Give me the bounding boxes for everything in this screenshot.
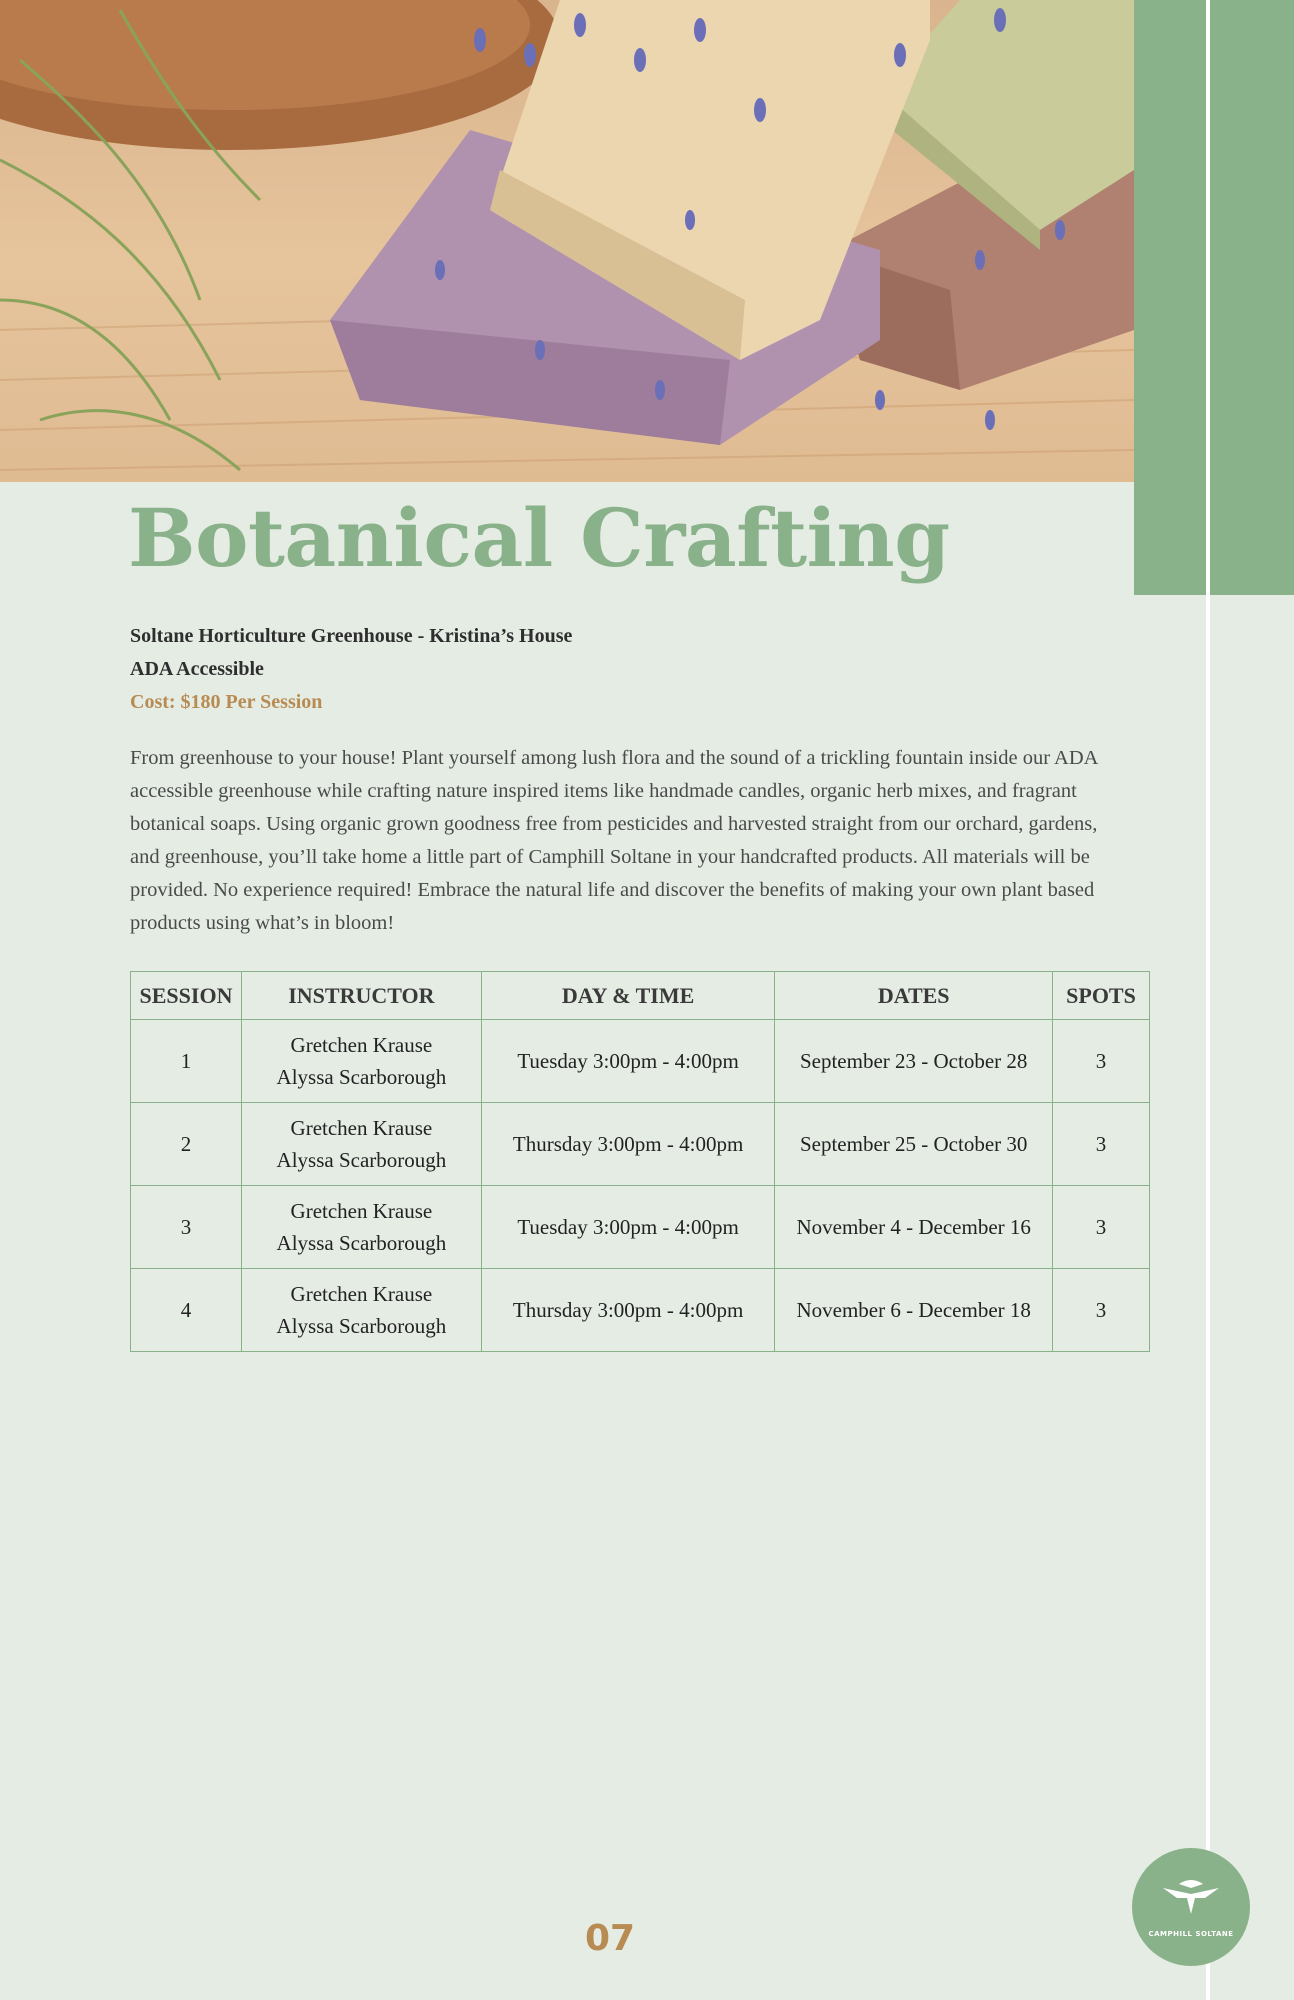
cell-spots: 3 [1053,1269,1150,1352]
table-header-row [131,972,1150,1020]
cell-session: 4 [131,1269,242,1352]
instructor-name: Gretchen Krause [290,1199,433,1223]
cell-session: 1 [131,1020,242,1103]
soap-illustration [0,0,1134,482]
header-day-time: DAY & TIME [481,972,775,1020]
header-dates: DATES [775,972,1053,1020]
session-table [130,971,1150,1352]
accessibility-text: ADA Accessible [130,658,264,680]
table-row [131,1186,1150,1269]
cell-day-time: Thursday 3:00pm - 4:00pm [481,1103,775,1186]
cell-dates: November 6 - December 18 [775,1269,1053,1352]
cost-text: Cost: $180 Per Session [130,691,323,713]
cell-session: 2 [131,1103,242,1186]
instructor-name: Alyssa Scarborough [276,1314,447,1338]
table-row [131,1103,1150,1186]
camphill-soltane-logo [1132,1848,1250,1966]
description-paragraph: From greenhouse to your house! Plant yourself among lush flora and the sound of a trickling fountain inside our ADA accessible greenhouse while crafting nature inspired items like handmade candles, organic herb mixes, and fragrant botanical soaps. Using organic grown goodness free from pesticides and harvested straight from our orchard, gardens, and greenhouse, you’ll take home a little part of Camphill Soltane in your handcrafted products. All materials will be provided. No experience required! Embrace the natural life and discover the benefits of making your own plant based products using what’s in bloom! [130,747,1098,934]
header-session: SESSION [131,972,242,1020]
cell-instructor [241,1269,481,1352]
camphill-bird-icon [1161,1874,1221,1924]
side-divider-line [1206,0,1210,2000]
page-title: Botanical Crafting [128,491,950,585]
instructor-name: Alyssa Scarborough [276,1231,447,1255]
cell-dates: September 23 - October 28 [775,1020,1053,1103]
instructor-name: Alyssa Scarborough [276,1148,447,1172]
cell-instructor [241,1103,481,1186]
cell-instructor [241,1020,481,1103]
header-instructor: INSTRUCTOR [241,972,481,1020]
cell-spots: 3 [1053,1103,1150,1186]
table-row [131,1020,1150,1103]
table-row [131,1269,1150,1352]
location-text: Soltane Horticulture Greenhouse - Kristina’s House [130,625,573,647]
instructor-name: Gretchen Krause [290,1116,433,1140]
cell-session: 3 [131,1186,242,1269]
cell-spots: 3 [1053,1186,1150,1269]
page-number: 07 [584,1918,636,1959]
hero-photo-soaps-lavender [0,0,1134,482]
header-spots: SPOTS [1053,972,1150,1020]
cell-spots: 3 [1053,1020,1150,1103]
logo-text: CAMPHILL SOLTANE [1148,1930,1234,1938]
side-accent-bar [1134,0,1294,595]
cell-instructor [241,1186,481,1269]
class-meta [130,620,572,719]
cell-day-time: Tuesday 3:00pm - 4:00pm [481,1186,775,1269]
cell-day-time: Thursday 3:00pm - 4:00pm [481,1269,775,1352]
instructor-name: Gretchen Krause [290,1033,433,1057]
instructor-name: Alyssa Scarborough [276,1065,447,1089]
cell-dates: September 25 - October 30 [775,1103,1053,1186]
cell-day-time: Tuesday 3:00pm - 4:00pm [481,1020,775,1103]
cell-dates: November 4 - December 16 [775,1186,1053,1269]
instructor-name: Gretchen Krause [290,1282,433,1306]
